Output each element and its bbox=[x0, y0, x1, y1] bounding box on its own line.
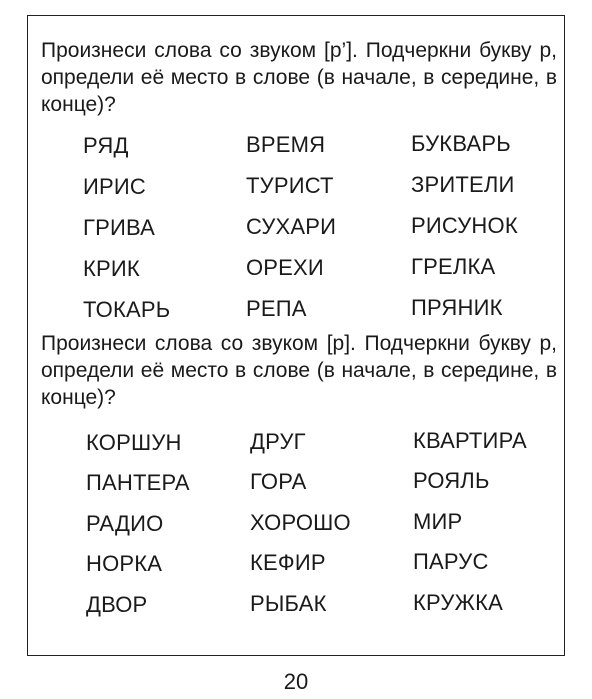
word-item: ПАНТЕРА bbox=[86, 470, 190, 495]
word-item: РЫБАК bbox=[250, 591, 327, 616]
word-item: КРИК bbox=[83, 256, 140, 281]
word-item: ХОРОШО bbox=[250, 510, 351, 535]
page-number: 20 bbox=[283, 669, 309, 694]
word-item: ПРЯНИК bbox=[411, 295, 503, 320]
word-item: КЕФИР bbox=[250, 550, 326, 575]
word-item: ДРУГ bbox=[250, 429, 306, 454]
word-item: РАДИО bbox=[86, 511, 164, 536]
word-item: ВРЕМЯ bbox=[246, 132, 326, 157]
word-item: ТОКАРЬ bbox=[83, 297, 171, 322]
exercise-2-instruction: Произнеси слова со звуком [р]. Подчеркни букву р, определи её место в слове (в начале, в середине, в конце)? bbox=[41, 332, 557, 409]
word-item: СУХАРИ bbox=[246, 214, 337, 239]
word-item: ОРЕХИ bbox=[246, 255, 324, 280]
exercise-1-instruction: Произнеси слова со звуком [р’]. Подчеркни букву р, определи её место в слове (в начале, в середине, в конце)? bbox=[41, 39, 557, 116]
word-item: ГОРА bbox=[250, 469, 307, 494]
word-item: ТУРИСТ bbox=[246, 173, 334, 198]
word-item: ИРИС bbox=[83, 174, 146, 199]
word-item: РЯД bbox=[83, 133, 129, 158]
word-item: КОРШУН bbox=[86, 430, 182, 455]
word-item: ГРЕЛКА bbox=[411, 254, 496, 279]
word-item: ДВОР bbox=[86, 592, 148, 617]
word-item: МИР bbox=[413, 509, 463, 534]
word-item: БУКВАРЬ bbox=[411, 131, 511, 156]
word-item: НОРКА bbox=[86, 551, 163, 576]
word-item: ГРИВА bbox=[83, 215, 156, 240]
word-item: ПАРУС bbox=[413, 549, 489, 574]
word-item: КРУЖКА bbox=[413, 590, 503, 615]
word-item: РЕПА bbox=[246, 296, 307, 321]
word-item: ЗРИТЕЛИ bbox=[411, 172, 515, 197]
word-item: РОЯЛЬ bbox=[413, 468, 490, 493]
word-item: КВАРТИРА bbox=[413, 428, 527, 453]
word-item: РИСУНОК bbox=[411, 213, 518, 238]
